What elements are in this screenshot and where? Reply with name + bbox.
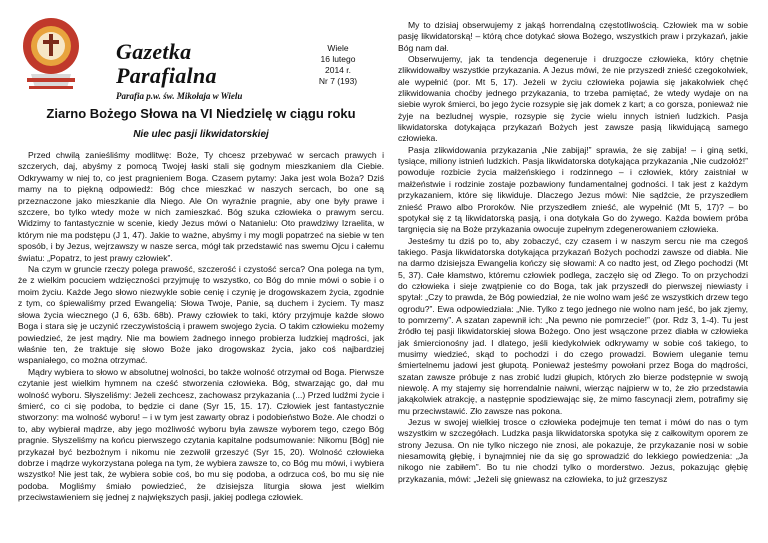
article-body-left: [18, 150, 384, 504]
paragraph: Mądry wybiera to słowo w absolutnej wolności, bo także wolność otrzymał od Boga. Pierwsze czytanie jest wielkim hymnem na cześć stworzenia człowieka. Bóg, stwarzając go, dał mu wolność wyboru. Słyszeliśmy: Jeżeli zechcesz, zachowasz przykazania (...) Przed ludźmi życie i śmierć, co ci się podoba, to będzie ci dane (Syr 15, 15. 17). Człowiek jest fantastycznie stworzony: ma wolność wyboru! – i w tym jest zawarty obraz i podobieństwo Boże. Ale chodzi o to, aby wybierał mądrze, aby jego możliwość wyboru była zawsze wyborem tego, czego Bóg pragnie. Słyszeliśmy na końcu pierwszego czytania kapitalne podsumowanie: Nikomu [Bóg] nie przykazał być bezbożnym i nikomu nie zezwolił grzeszyć (Syr 15, 20). Wolność człowieka dobrze i mądrze wykorzystana polega na tym, że wybiera zawsze to, co Bóg mu mówi, i wybiera wszystko! Nie jest tak, że wybiera sobie coś, bo mu się podoba, a odrzuca coś, bo mu się nie podoba. Mogliśmy śmiało powiedzieć, że dzisiejsza liturgia słowa jest wielkim przeciwstawieniem się jednej z największych pasji, jakiej podlega człowiek.: [18, 366, 384, 503]
paragraph: Obserwujemy, jak ta tendencja degeneruje i druzgocze człowieka, który chętnie zlikwidowałby wszystkie przykazania. A Jezus mówi, że nie przyszedł znieść czegokolwiek, ale wypełnić (por. Mt 5, 17). Jeżeli w życiu człowieka pojawia się jakakolwiek chęć zlikwidowania choćby jednego przykazania, to trzeba pamiętać, że wtedy wydaje on na siebie wyrok śmierci, bo jego życie rozsypie się jak domek z kart; a co gorsza, ponieważ nie żyje na bezludnej wyspie, rozsypie się życie wielu innych istnień ludzkich. Pasja likwidatorska dotykająca przykazań Bożych jest zawsze pasją likwidującą samego człowieka.: [398, 54, 748, 144]
paragraph: Na czym w gruncie rzeczy polega prawość, szczerość i czystość serca? Ona polega na tym, że z wielkim pocuciem wdzięczności przyjmuję to wszystko, co Bóg do mnie mówi o sobie i o moim życiu. Każde Jego słowo niezwykle sobie cenię i czynię je drogowskazem życia, zgodnie z tym, co śpiewaliśmy przed Ewangelią: Słowa Twoje, Panie, są duchem i życiem. Ty masz słowa życia wiecznego (J 6, 63b. 68b). Prawy człowiek to taki, który przyjmuje każde słowo Boga i stara się je uczynić rzeczywistością i prawem swojego życia. O takim człowieku możemy powiedzieć, że jest mądry. Nie ma bowiem żadnego innego probierza ludzkiej mądrości, jak właśnie ten, że traktuje się słowo Boże jako drogowskaz życia, jako coś najbardziej wspaniałego, co można otrzymać.: [18, 264, 384, 366]
newsletter-header: [18, 0, 384, 101]
issue-info: [308, 43, 368, 87]
paragraph: Jezus w swojej wielkiej trosce o człowieka podejmuje ten temat i mówi do nas o tym wszystkim w szczegółach. Ludzka pasja likwidatorska spotyka się z całkowitym oporem ze strony Jezusa. On nie tylko niczego nie znosi, ale pokazuje, że przykazanie nosi w sobie niesamowitą głębię, i bynajmniej nie da się go sprowadzić do lekkiego powiedzenia: „Ja nikogo nie zabiłem”. Bo tu nie chodzi tylko o morderstwo. Jezus, pokazując głębię przykazania, mówi: „Jeżeli się gniewasz na człowieka, to już grzeszysz: [398, 417, 748, 484]
article-title: Ziarno Bożego Słowa na VI Niedzielę w ciągu roku: [46, 106, 356, 121]
masthead-title: Gazetka Parafialna: [116, 39, 217, 88]
right-column: [398, 0, 748, 485]
paragraph: Jesteśmy tu dziś po to, aby zobaczyć, czy czasem i w naszym sercu nie ma czegoś takiego. Pasja likwidatorska dotykająca przykazań Bożych pochodzi zawsze od diabła. Nie na darmo dzisiejsza Ewangelia kończy się słowami: A co nadto jest, od Złego pochodzi (Mt 5, 37). Całe kłamstwo, któremu człowiek podlega, zaczęło się od Złego. To on przychodzi do człowieka i sieje zwątpienie co do Boga, tak jak przyszedł do pierwszej niewiasty i spytał: „Czy to prawda, że Bóg powiedział, że nie wolno wam jeść ze wszystkich drzew tego ogrodu?”. Ewa odpowiedziała: „Nie. Tylko z tego jednego nie wolno nam jeść, bo jak zjemy, to pomrzemy”. A szatan zapewnił ich: „Na pewno nie pomrzecie!” (por. Rdz 3, 1-4). Tu jest źródło tej pasji likwidatorskiej słowa Bożego. Ono jest wsączone przez diabła w człowieka jak śmiercionośny jad. I dlatego, jeśli kiedykolwiek odkrywamy w sobie coś takiego, to musimy wiedzieć, skąd to pochodzi i do czego prowadzi. Bowiem uleganie temu śmiertelnemu jadowi jest głupotą. Ponieważ jesteśmy powołani przez Boga do mądrości, szatan zawsze próbuje z nas zrobić ludzi głupich, których zło bierze podstępnie w swoją niewolę. A my stajemy się horrendalnie naiwni, wierząc najpierw w to, że zło przedstawia jakąkolwiek atrakcję, a następnie spodziewając się, że mimo fascynacji złem, potrafimy się mu przeciwstawić. Zło zawsze nas pokona.: [398, 235, 748, 416]
sanctuary-seal-logo: [21, 16, 81, 94]
paragraph: Pasja zlikwidowania przykazania „Nie zabijaj!” sprawia, że się zabija! – i giną setki, tysiące, miliony istnień ludzkich. Pasja likwidatorska dotykająca przykazania „Nie cudzołóż!” powoduje rozbicie życia małżeńskiego i rodzinnego – i człowiek, który zaistniał w małżeństwie i rodzinie zostaje pozbawiony fundamentalnej godności. I tak jest z każdym przykazaniem, które się likwiduje. Dlaczego Jezus mówi: Nie sądźcie, że przyszedłem znieść Prawo albo Proroków. Nie przyszedłem znieść, ale wypełnić (Mt 5, 17)? – bo spotykał się z tą likwidatorską pasją, i ona dotykała Go do żywego. Każda bowiem próba targnięcia się na Boże przykazania owocuje zupełnym zdegenerowaniem człowieka.: [398, 144, 748, 235]
paragraph: Przed chwilą zanieśliśmy modlitwę: Boże, Ty chcesz przebywać w sercach prawych i szczerych, daj, abyśmy z pomocą Twojej łaski stali się godnym mieszkaniem dla Ciebie. Odkrywamy w niej to, co jest pragnieniem Boga. Czasem pytamy: Jaka jest wola Boża? Dziś mamy na to piękną odpowiedź: Bóg chce mieszkać w naszych sercach, bo one są przeznaczone jako mieszkanie dla Niego. Ale On wyraźnie pragnie, aby one były prawe i szczere, bo tylko wtedy może w nich zamieszkać. Bóg szuka człowieka o prawym sercu. Widzimy to fantastycznie w scenie, kiedy Jezus mówi o Natanielu: Oto prawdziwy Izraelita, w którym nie ma podstępu (J 1, 47). Jakie to ważne, abyśmy i my mogli popatrzeć na siebie w ten sposób, i by Jezus, wejrzawszy w nasze serca, mógł tak przedstawić nas swemu Ojcu i całemu światu: „Popatrz, to jest prawy człowiek”.: [18, 150, 384, 263]
issue-date: 16 lutego: [320, 54, 356, 64]
issue-place: Wiele: [327, 43, 349, 53]
issue-year: 2014 r.: [325, 65, 351, 75]
article-body-right: [398, 20, 748, 485]
article-subtitle: Nie ulec pasji likwidatorskiej: [133, 129, 269, 140]
masthead-subtitle: Parafia p.w. św. Mikołaja w Wielu: [116, 91, 243, 101]
issue-number: Nr 7 (193): [318, 76, 358, 86]
paragraph: My to dzisiaj obserwujemy z jakąś horrendalną częstotliwością. Człowiek ma w sobie pasję likwidatorską! – którą chce dotykać słowa Bożego, wszystkich praw i przykazań, jakie Bóg nam dał.: [398, 20, 748, 53]
masthead: [116, 40, 296, 101]
left-column: [18, 0, 384, 504]
